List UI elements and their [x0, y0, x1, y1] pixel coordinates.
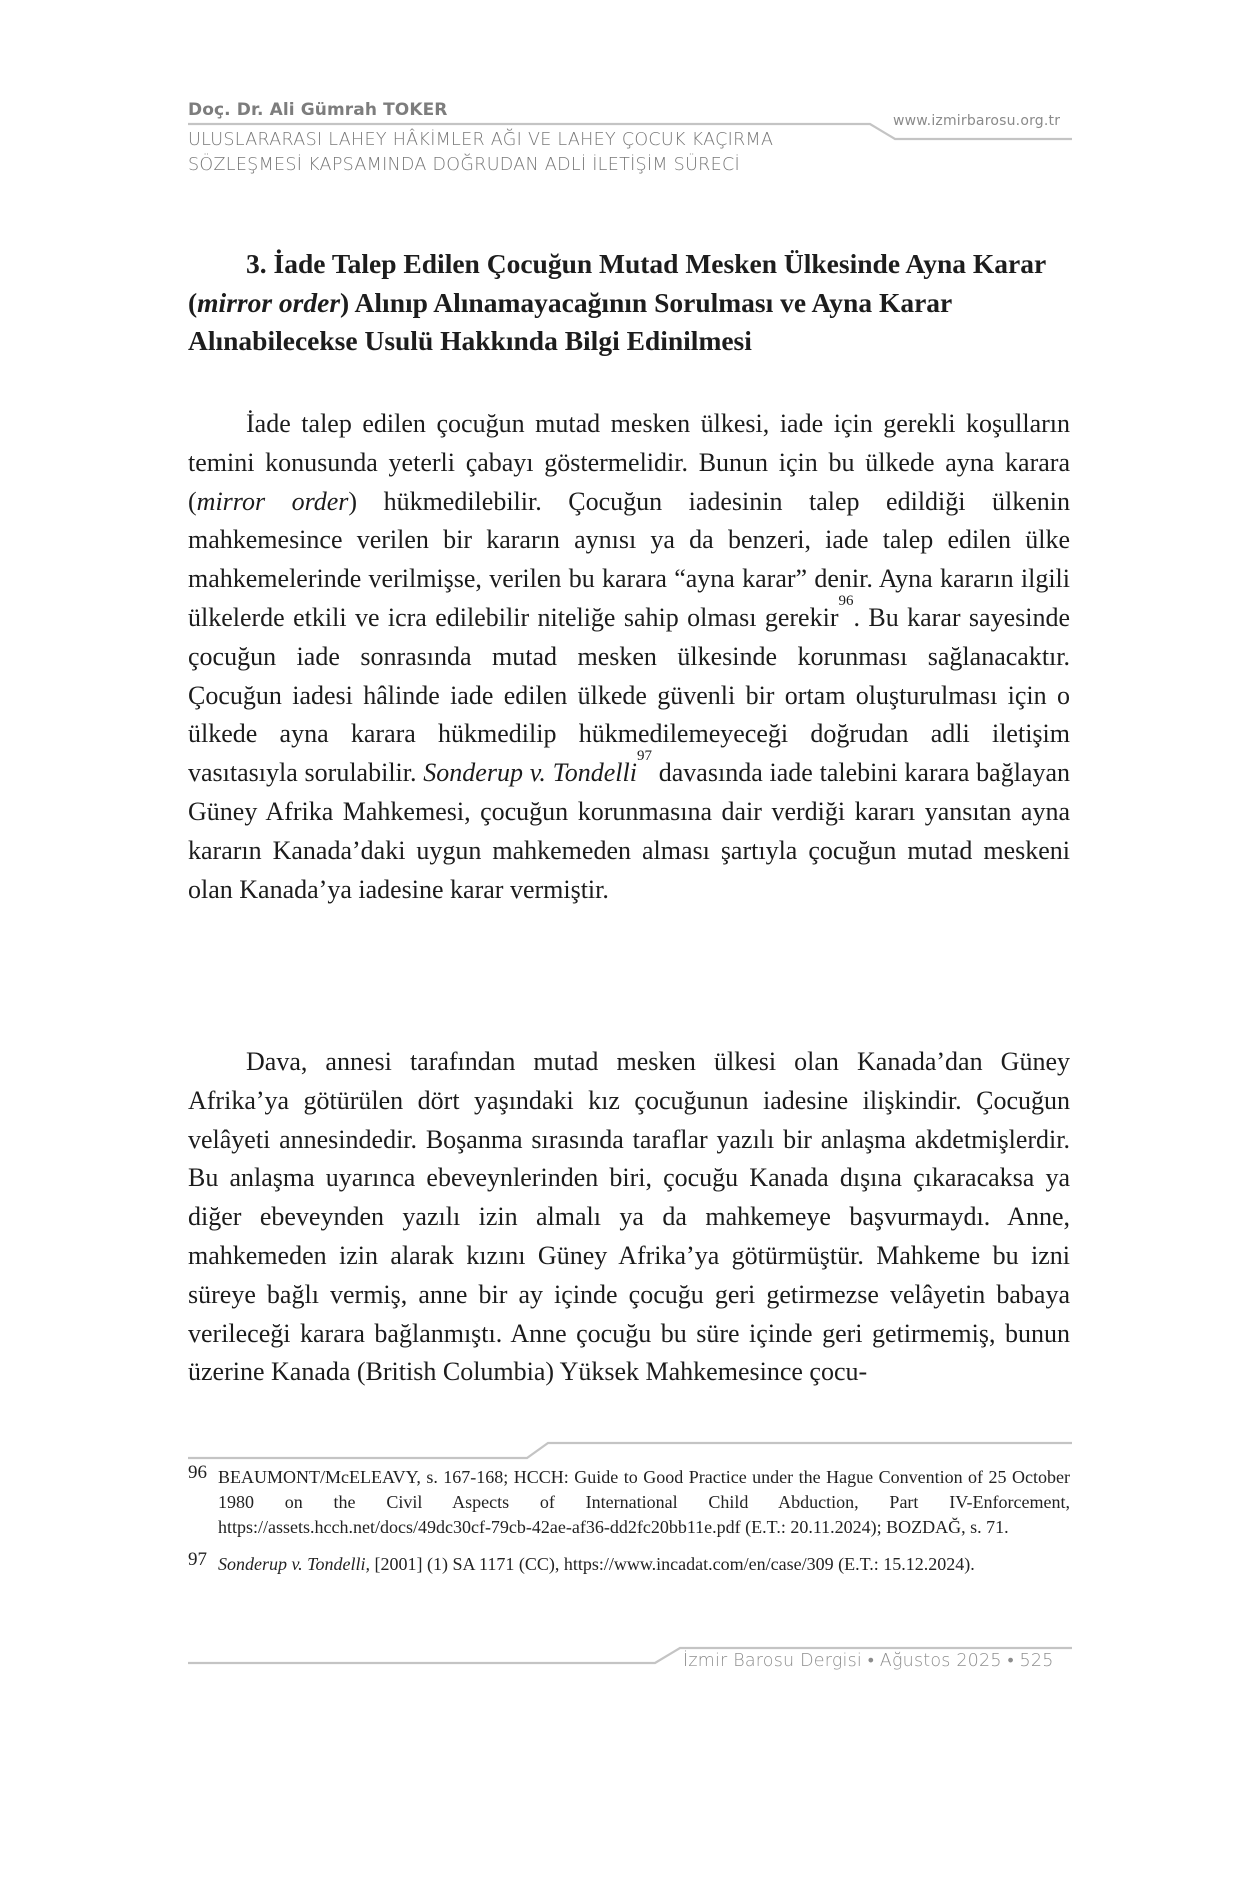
footnote-96	[188, 1462, 1070, 1540]
footnote-97	[188, 1549, 1070, 1577]
paragraph-2: Dava, annesi tarafından mutad mesken ülkesi olan Kanada’dan Güney Afrika’ya götürülen dört yaşındaki kız çocuğunun iadesine ilişkindir. Çocuğun velâyeti annesindedir. Boşanma sırasında taraflar yazılı bir anlaşma akdetmişlerdir. Bu anlaşma uyarınca ebeveynlerinden biri, çocuğu Kanada dışına çıkaracaksa ya diğer ebeveynden yazılı izin almalı ya da mahkemeye başvurmaydı. Anne, mahkemeden izin alarak kızını Güney Afrika’ya götürmüştür. Mahkeme bu izni süreye bağlı vermiş, anne bir ay içinde çocuğu geri getirmezse velâyetin babaya verileceği karara bağlanmıştı. Anne çocuğu bu süre içinde geri getirmemiş, bunun üzerine Kanada (British Columbia) Yüksek Mahkemesince çocu-	[188, 1047, 1070, 1387]
journal-url: www.izmirbarosu.org.tr	[893, 113, 1061, 129]
footnote-separator	[188, 1443, 1072, 1458]
section-heading-text: 3. İade Talep Edilen Çocuğun Mutad Mesken Ülkesinde Ayna Karar (mirror order) Alınıp Alınamayacağının Sorulması ve Ayna Karar Alınabilecekse Usulü Hakkında Bilgi Edinilmesi	[188, 248, 1046, 356]
paragraph-1: İade talep edilen çocuğun mutad mesken ülkesi, iade için gerekli koşulların temini konusunda yeterli çabayı göstermelidir. Bunun için bu ülkede ayna karara (mirror order) hükmedilebilir. Çocuğun iadesinin talep edildiği ülkenin mahkemesince verilen bir kararın aynısı ya da benzeri, iade talep edilen ülke mahkemelerinde verilmişse, verilen bu karara “ayna karar” denir. Ayna kararın ilgili ülkelerde etkili ve icra edilebilir niteliğe sahip olması gerekir$^{96}$. Bu karar sayesinde çocuğun iade sonrasında mutad mesken ülkesinde korunması sağlanacaktır. Çocuğun iadesi hâlinde iade edilen ülkede güvenli bir ortam oluşturulması için o ülkede ayna karara hükmedilip hükmedilemeyeceği doğrudan adli iletişim vasıtasıyla sorulabilir. Sonderup v. Tondelli$^{97}$ davasında iade talebini karara bağlayan Güney Afrika Mahkemesi, çocuğun korunmasına dair verdiği kararı yansıtan ayna kararın Kanada’daki uygun mahkemeden alması şartıyla çocuğun mutad meskeni olan Kanada’ya iadesine karar vermiştir.	[188, 409, 1070, 904]
footnote-number: 97	[188, 1549, 207, 1570]
footnotes	[188, 1462, 1070, 1589]
footnote-text: BEAUMONT/McELEAVY, s. 167-168; HCCH: Guide to Good Practice under the Hague Convention of 25 October 1980 on the Civil Aspects of International Child Abduction, Part IV-Enforcement, https://assets.hcch.net/docs/49dc30cf-79cb-42ae-af36-dd2fc20bb11e.pdf (E.T.: 20.11.2024); BOZDAĞ, s. 71.	[218, 1467, 1070, 1537]
running-header-author: Doç. Dr. Ali Gümrah TOKER	[188, 100, 448, 120]
running-header-title	[188, 128, 773, 178]
footnote-ref-97[interactable]: 97	[636, 748, 652, 765]
running-header-title-line2: SÖZLEŞMESİ KAPSAMINDA DOĞRUDAN ADLİ İLETİŞİM SÜRECİ	[188, 155, 740, 175]
footnote-text: Sonderup v. Tondelli, [2001] (1) SA 1171 (CC), https://www.incadat.com/en/case/309 (E.T.: 15.12.2024).	[218, 1554, 975, 1574]
section-heading	[188, 245, 1070, 361]
running-header-title-line1: ULUSLARARASI LAHEY HÂKİMLER AĞI VE LAHEY ÇOCUK KAÇIRMA	[188, 130, 774, 150]
footnote-number: 96	[188, 1462, 207, 1483]
running-footer: İzmir Barosu Dergisi • Ağustos 2025 • 525	[683, 1651, 1054, 1671]
footnote-ref-96[interactable]: 96	[838, 592, 854, 609]
